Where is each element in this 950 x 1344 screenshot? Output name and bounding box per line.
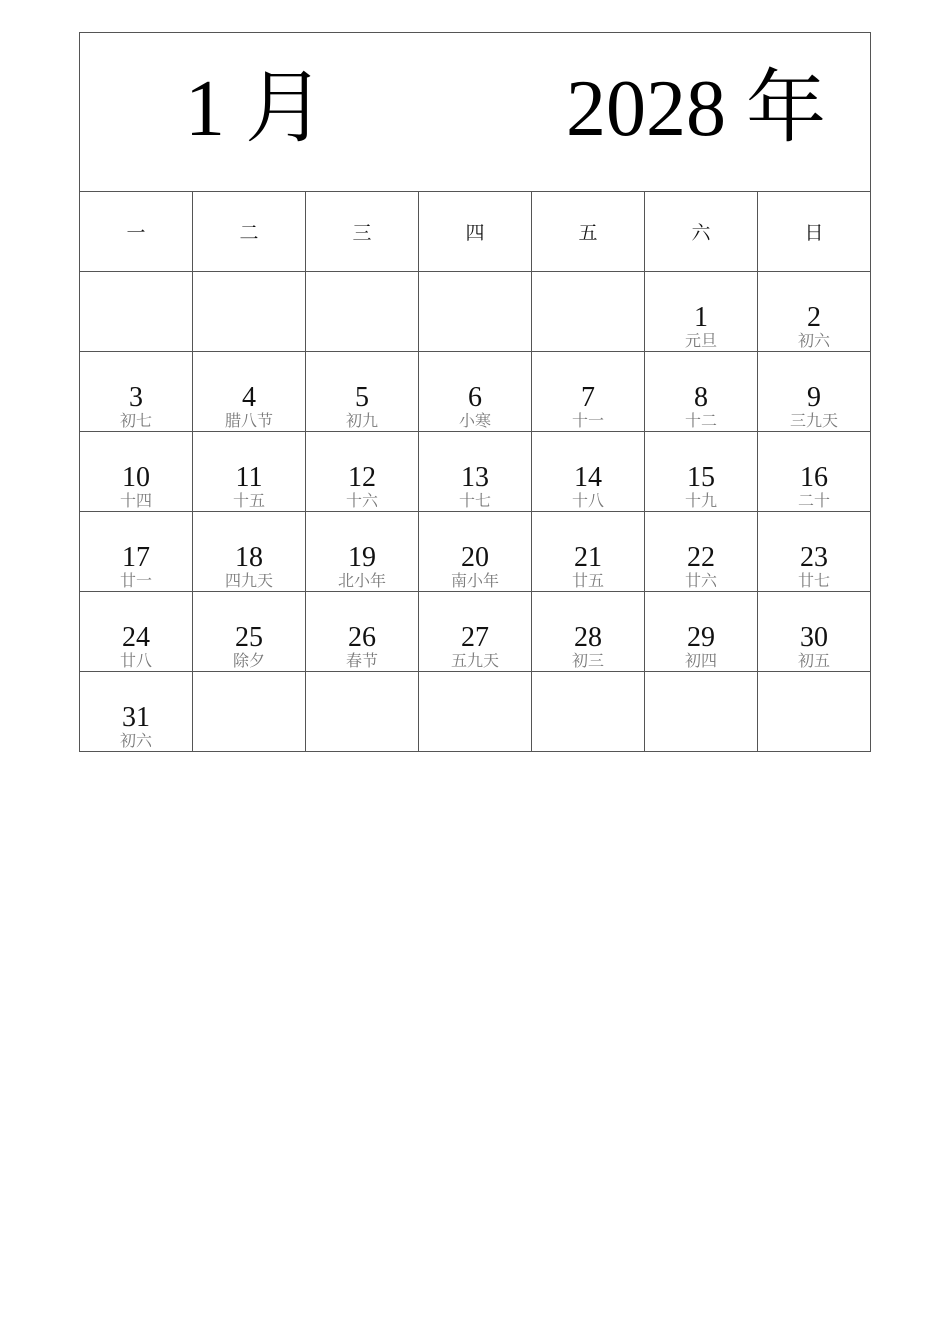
lunar-date: 北小年 <box>337 571 386 590</box>
lunar-date: 初五 <box>798 651 831 670</box>
empty-day-cell <box>758 672 871 752</box>
lunar-date: 十五 <box>232 491 265 510</box>
empty-day-cell <box>532 272 645 352</box>
lunar-date: 初九 <box>345 411 378 430</box>
day-number: 1 <box>694 302 708 333</box>
day-cell <box>306 432 419 512</box>
day-number: 6 <box>468 382 482 413</box>
weekday-label: 五 <box>532 192 645 272</box>
day-number: 18 <box>235 542 263 573</box>
year-title: 2028 年 <box>566 65 827 153</box>
empty-day-cell <box>419 672 532 752</box>
day-number: 29 <box>687 622 715 653</box>
empty-day-cell <box>193 672 306 752</box>
day-cell <box>758 272 871 352</box>
weekday-label: 三 <box>306 192 419 272</box>
weekday-label: 二 <box>193 192 306 272</box>
empty-day-cell <box>306 272 419 352</box>
day-cell <box>645 272 758 352</box>
day-cell <box>193 592 306 672</box>
day-cell <box>758 592 871 672</box>
day-number: 12 <box>348 462 376 493</box>
day-number: 7 <box>581 382 595 413</box>
week-row <box>80 512 871 592</box>
week-row <box>80 592 871 672</box>
day-cell <box>645 432 758 512</box>
day-cell <box>193 352 306 432</box>
day-cell <box>758 512 871 592</box>
day-number: 20 <box>461 542 489 573</box>
week-row <box>80 352 871 432</box>
day-number: 24 <box>122 622 150 653</box>
lunar-date: 五九天 <box>450 651 499 670</box>
day-number: 26 <box>348 622 376 653</box>
day-number: 17 <box>122 542 150 573</box>
weekday-label: 一 <box>80 192 193 272</box>
day-number: 30 <box>800 622 828 653</box>
day-number: 4 <box>242 382 256 413</box>
day-number: 22 <box>687 542 715 573</box>
empty-day-cell <box>193 272 306 352</box>
lunar-date: 十一 <box>571 411 604 430</box>
weekday-label: 日 <box>758 192 871 272</box>
day-number: 31 <box>122 702 150 733</box>
day-cell <box>80 432 193 512</box>
day-cell <box>419 432 532 512</box>
day-number: 2 <box>807 302 821 333</box>
day-number: 25 <box>235 622 263 653</box>
month-title: 1 月 <box>185 65 325 153</box>
lunar-date: 小寒 <box>458 411 491 430</box>
day-number: 15 <box>687 462 715 493</box>
weekday-label: 四 <box>419 192 532 272</box>
empty-day-cell <box>532 672 645 752</box>
day-number: 19 <box>348 542 376 573</box>
day-number: 11 <box>235 462 263 493</box>
day-cell <box>645 512 758 592</box>
calendar-header <box>80 33 871 192</box>
lunar-date: 初四 <box>684 651 717 670</box>
lunar-date: 初三 <box>571 651 604 670</box>
lunar-date: 四九天 <box>224 571 273 590</box>
day-cell <box>532 592 645 672</box>
lunar-date: 十六 <box>345 491 378 510</box>
day-cell <box>419 512 532 592</box>
day-number: 28 <box>574 622 602 653</box>
day-number: 9 <box>807 382 821 413</box>
lunar-date: 十二 <box>684 411 717 430</box>
day-cell <box>532 432 645 512</box>
lunar-date: 廿七 <box>798 571 831 590</box>
day-cell <box>80 592 193 672</box>
day-number: 5 <box>355 382 369 413</box>
calendar-weeks <box>80 272 871 752</box>
day-cell <box>193 512 306 592</box>
lunar-date: 初六 <box>798 331 831 350</box>
day-cell <box>419 352 532 432</box>
day-cell <box>193 432 306 512</box>
empty-day-cell <box>80 272 193 352</box>
day-cell <box>306 592 419 672</box>
day-number: 8 <box>694 382 708 413</box>
week-row <box>80 432 871 512</box>
lunar-date: 三九天 <box>790 411 839 430</box>
lunar-date: 腊八节 <box>224 411 273 430</box>
day-cell <box>645 592 758 672</box>
lunar-date: 廿五 <box>571 571 604 590</box>
week-row <box>80 272 871 352</box>
day-cell <box>306 512 419 592</box>
calendar-table <box>79 32 871 752</box>
day-cell <box>419 592 532 672</box>
lunar-date: 初六 <box>119 731 152 750</box>
day-number: 3 <box>129 382 143 413</box>
day-cell <box>645 352 758 432</box>
lunar-date: 十七 <box>458 491 491 510</box>
lunar-date: 初七 <box>119 411 152 430</box>
day-cell <box>532 352 645 432</box>
lunar-date: 除夕 <box>232 651 265 670</box>
lunar-date: 廿八 <box>119 651 152 670</box>
day-cell <box>80 672 193 752</box>
lunar-date: 春节 <box>345 651 378 670</box>
day-cell <box>306 352 419 432</box>
lunar-date: 元旦 <box>684 331 717 350</box>
lunar-date: 廿一 <box>119 571 152 590</box>
day-number: 16 <box>800 462 828 493</box>
day-number: 10 <box>122 462 150 493</box>
lunar-date: 南小年 <box>450 571 499 590</box>
week-row <box>80 672 871 752</box>
day-cell <box>532 512 645 592</box>
weekday-label: 六 <box>645 192 758 272</box>
day-number: 13 <box>461 462 489 493</box>
lunar-date: 二十 <box>798 491 831 510</box>
day-number: 14 <box>574 462 602 493</box>
lunar-date: 廿六 <box>684 571 717 590</box>
day-number: 27 <box>461 622 489 653</box>
day-number: 23 <box>800 542 828 573</box>
empty-day-cell <box>306 672 419 752</box>
empty-day-cell <box>419 272 532 352</box>
weekday-header-row <box>80 192 871 272</box>
day-number: 21 <box>574 542 602 573</box>
day-cell <box>758 352 871 432</box>
day-cell <box>80 512 193 592</box>
lunar-date: 十九 <box>684 491 717 510</box>
empty-day-cell <box>645 672 758 752</box>
day-cell <box>758 432 871 512</box>
lunar-date: 十八 <box>571 491 604 510</box>
day-cell <box>80 352 193 432</box>
lunar-date: 十四 <box>119 491 152 510</box>
